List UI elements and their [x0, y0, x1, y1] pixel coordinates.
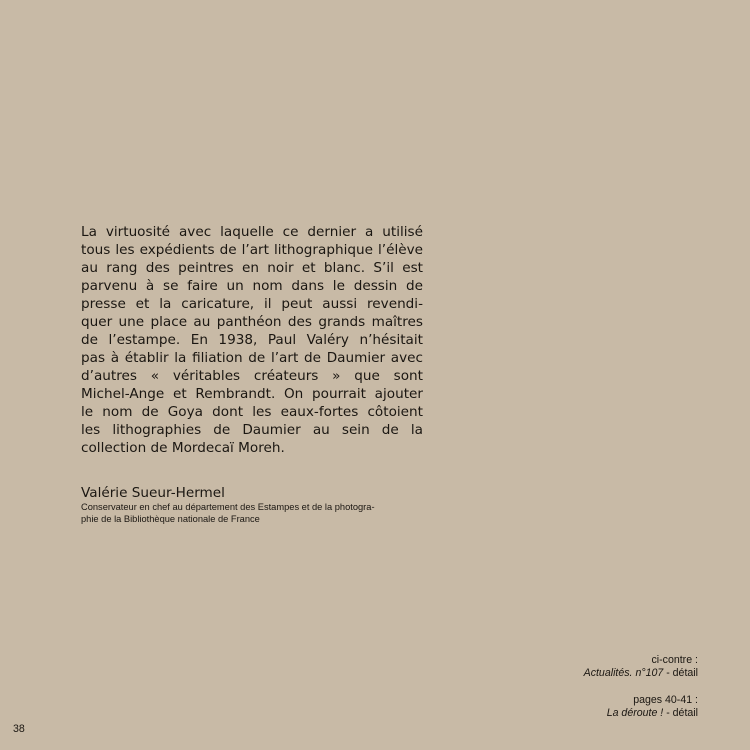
paragraph-line: presse et la caricature, il peut aussi revendi-	[81, 296, 423, 312]
image-captions	[584, 654, 698, 720]
caption-text	[584, 667, 698, 680]
caption-text	[584, 707, 698, 720]
author-role	[81, 502, 426, 525]
caption-label: ci-contre :	[651, 654, 698, 666]
main-paragraph	[81, 223, 423, 457]
paragraph-line: quer une place au panthéon des grands maîtres	[81, 314, 423, 330]
paragraph-line: de l’estampe. En 1938, Paul Valéry n’hésitait	[81, 332, 423, 348]
paragraph-line: tous les expédients de l’art lithographique l’élève	[81, 242, 423, 258]
paragraph-line: les lithographies de Daumier au sein de la	[81, 422, 423, 438]
paragraph-line: le nom de Goya dont les eaux-fortes côtoient	[81, 404, 423, 420]
caption-title: Actualités. n°107	[583, 667, 664, 679]
paragraph-line: collection de Mordecaï Moreh.	[81, 440, 285, 456]
caption-label: pages 40-41 :	[633, 694, 698, 706]
caption-pages-40-41	[584, 694, 698, 720]
paragraph-line: La virtuosité avec laquelle ce dernier a utilisé	[81, 224, 423, 240]
caption-facing-page	[584, 654, 698, 680]
paragraph-line: d’autres « véritables créateurs » que sont	[81, 368, 423, 384]
author-name: Valérie Sueur-Hermel	[81, 485, 225, 501]
caption-suffix: - détail	[663, 667, 698, 679]
paragraph-line: pas à établir la filiation de l’art de Daumier avec	[81, 350, 423, 366]
paragraph-line: parvenu à se faire un nom dans le dessin de	[81, 278, 423, 294]
caption-title: La déroute !	[606, 707, 664, 719]
caption-suffix: - détail	[663, 707, 698, 719]
paragraph-line: au rang des peintres en noir et blanc. S’il est	[81, 260, 423, 276]
author-role-line: Conservateur en chef au département des Estampes et de la photogra-	[81, 502, 375, 512]
page-number: 38	[13, 723, 25, 735]
author-signature	[81, 484, 426, 525]
author-role-line: phie de la Bibliothèque nationale de France	[81, 513, 260, 524]
paragraph-line: Michel-Ange et Rembrandt. On pourrait ajouter	[81, 386, 423, 402]
